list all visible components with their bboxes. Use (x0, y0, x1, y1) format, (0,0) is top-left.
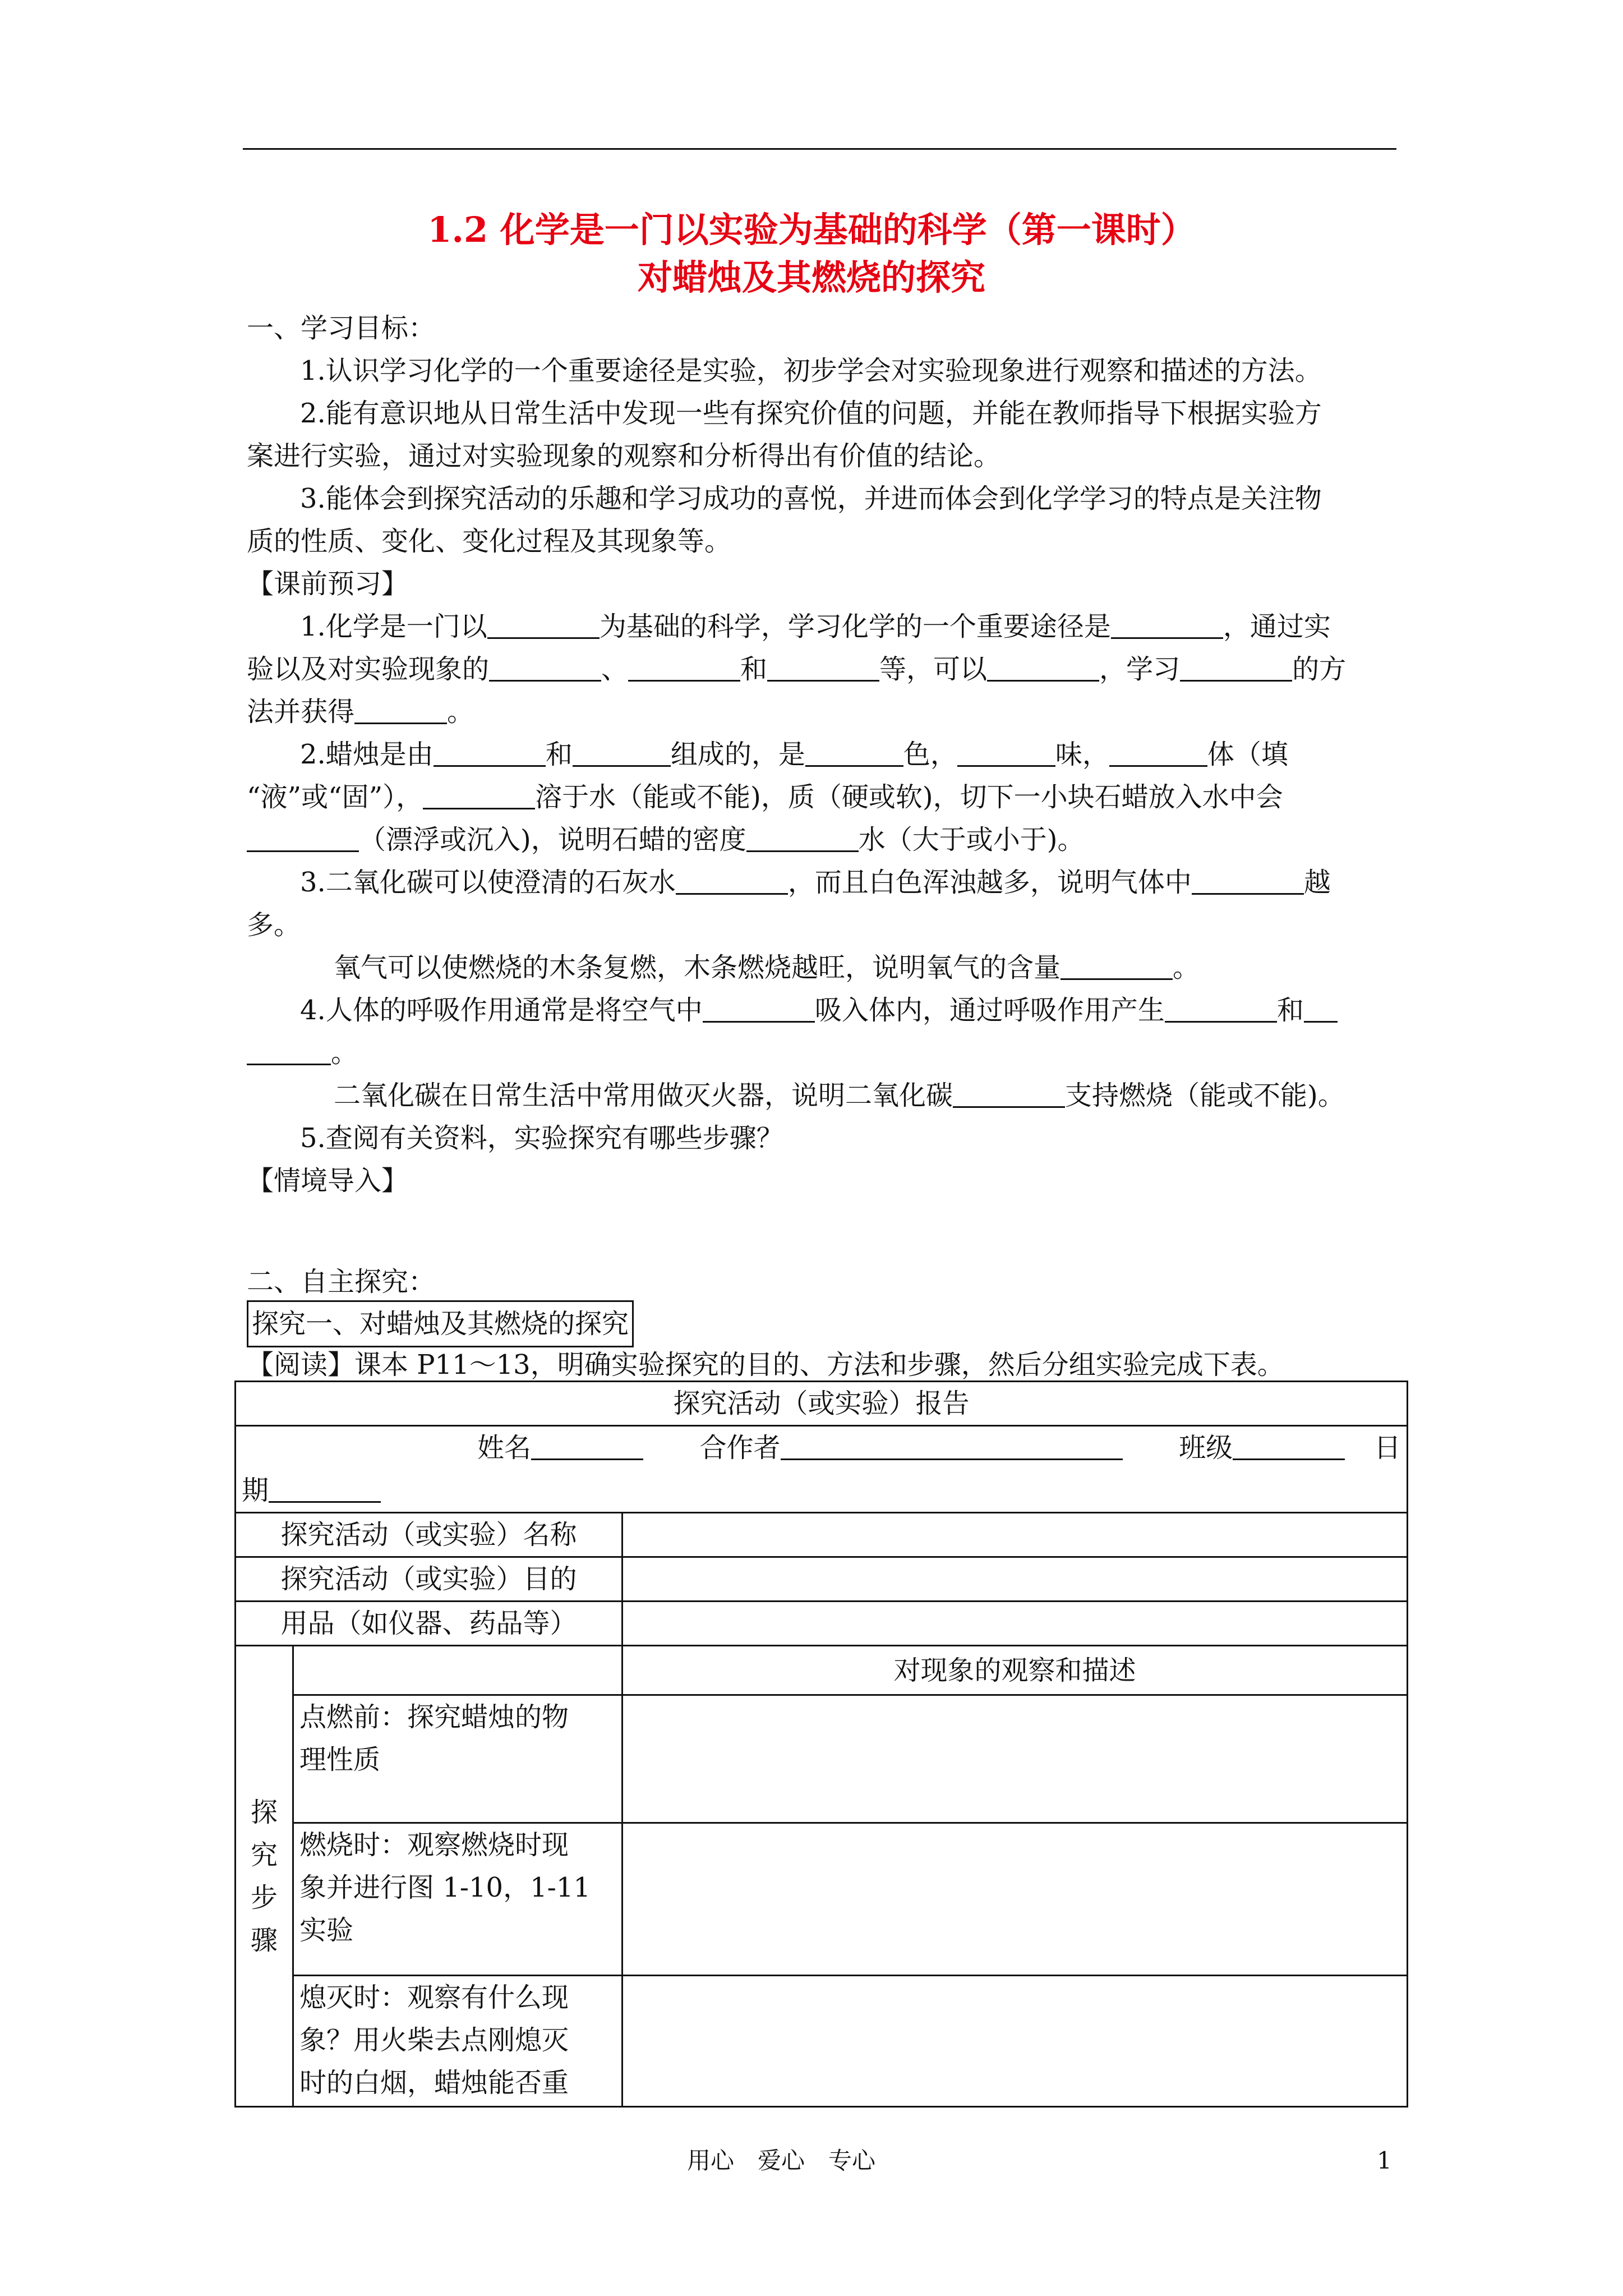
fill-blank[interactable] (746, 826, 859, 852)
row-value[interactable] (623, 1513, 1408, 1557)
class-field[interactable] (1233, 1434, 1345, 1460)
header-rule (243, 148, 1396, 150)
objective-line: 2.能有意识地从日常生活中发现一些有探究价值的问题，并能在教师指导下根据实验方 (300, 398, 1322, 429)
step-header-empty (293, 1646, 623, 1695)
page-title: 1.2 化学是一门以实验为基础的科学（第一课时） (427, 209, 1196, 250)
observe-header: 对现象的观察和描述 (623, 1646, 1408, 1695)
question-line: （漂浮或沉入)，说明石蜡的密度 水（大于或小于)。 (247, 818, 1391, 862)
question-line: 法并获得 。 (247, 696, 474, 728)
step-observation[interactable] (623, 1976, 1408, 2107)
question-line: 氧气可以使燃烧的木条复燃，木条燃烧越旺，说明氧气的含量 。 (334, 952, 1200, 983)
page-subtitle: 对蜡烛及其燃烧的探究 (637, 257, 985, 298)
row-label: 探究活动（或实验）名称 (236, 1513, 623, 1557)
fill-blank[interactable] (354, 698, 447, 724)
fill-blank[interactable] (1180, 655, 1292, 682)
step-observation[interactable] (623, 1695, 1408, 1823)
objective-line: 1.认识学习化学的一个重要途径是实验，初步学会对实验现象进行观察和描述的方法。 (300, 355, 1322, 386)
row-label: 用品（如仪器、药品等） (236, 1602, 623, 1646)
objective-line: 案进行实验，通过对实验现象的观察和分析得出有价值的结论。 (247, 440, 1001, 472)
question-line: 。 (247, 1031, 1391, 1075)
name-label: 姓名 (477, 1432, 532, 1464)
fill-blank[interactable] (1109, 740, 1207, 767)
page-number: 1 (1377, 2147, 1392, 2174)
question-line: 多。 (247, 909, 301, 941)
report-table (234, 1381, 1408, 2108)
fill-blank[interactable] (247, 826, 359, 852)
inquiry-box-title: 探究一、对蜡烛及其燃烧的探究 (247, 1300, 1391, 1347)
question-line: 1.化学是一门以 为基础的科学，学习化学的一个重要途径是 ，通过实 (300, 611, 1331, 642)
question-line: 二氧化碳在日常生活中常用做灭火器，说明二氧化碳 支持燃烧（能或不能)。 (334, 1080, 1345, 1111)
fill-blank[interactable] (957, 740, 1055, 767)
question-line: 5.查阅有关资料，实验探究有哪些步骤？ (300, 1122, 783, 1154)
question-line: 4.人体的呼吸作用通常是将空气中 吸入体内，通过呼吸作用产生 和 (300, 988, 1444, 1032)
fill-blank[interactable] (1165, 996, 1277, 1023)
objective-line: 3.能体会到探究活动的乐趣和学习成功的喜悦，并进而体会到化学学习的特点是关注物 (300, 483, 1322, 514)
fill-blank[interactable] (767, 655, 879, 682)
situation-heading: 【情境导入】 (247, 1165, 409, 1197)
fill-blank[interactable] (1304, 996, 1338, 1023)
step-description: 点燃前：探究蜡烛的物 理性质 (293, 1695, 623, 1823)
fill-blank[interactable] (987, 655, 1099, 682)
question-line: 3.二氧化碳可以使澄清的石灰水 ，而且白色浑浊越多，说明气体中 越 (300, 867, 1331, 898)
fill-blank[interactable] (573, 740, 671, 767)
step-description: 熄灭时：观察有什么现 象？用火柴去点刚熄灭 时的白烟，蜡烛能否重 (293, 1976, 623, 2107)
row-value[interactable] (623, 1557, 1408, 1602)
reading-instruction: 【阅读】课本 P11～13，明确实验探究的目的、方法和步骤，然后分组实验完成下表。 (247, 1349, 1284, 1381)
fill-blank[interactable] (676, 868, 788, 895)
fill-blank[interactable] (423, 783, 535, 809)
partner-label: 合作者 (699, 1432, 781, 1464)
fill-blank[interactable] (1111, 613, 1223, 639)
date-label: 日 (1373, 1432, 1401, 1464)
row-label: 探究活动（或实验）目的 (236, 1557, 623, 1602)
fill-blank[interactable] (805, 740, 903, 767)
step-observation[interactable] (623, 1823, 1408, 1976)
name-field[interactable] (531, 1434, 643, 1460)
fill-blank[interactable] (1192, 868, 1304, 895)
question-line: 2.蜡烛是由 和 组成的，是 色， 味， 体（填 (300, 739, 1288, 770)
fill-blank[interactable] (628, 655, 740, 682)
step-description: 燃烧时：观察燃烧时现 象并进行图 1-10，1-11 实验 (293, 1823, 623, 1976)
report-title: 探究活动（或实验）报告 (236, 1382, 1408, 1426)
class-label: 班级 (1179, 1432, 1233, 1464)
objective-line: 质的性质、变化、变化过程及其现象等。 (247, 526, 732, 557)
report-info-cell (236, 1426, 1408, 1513)
date-field[interactable] (269, 1476, 381, 1503)
date-label: 期 (242, 1475, 269, 1506)
fill-blank[interactable] (703, 996, 815, 1023)
preview-heading: 【课前预习】 (247, 568, 409, 600)
footer-motto: 用心 爱心 专心 (687, 2147, 876, 2174)
question-line: “液”或“固”）， 溶于水（能或不能)，质（硬或软)，切下一小块石蜡放入水中会 (247, 781, 1283, 813)
fill-blank[interactable] (487, 613, 600, 639)
fill-blank[interactable] (1061, 954, 1173, 980)
fill-blank[interactable] (434, 740, 546, 767)
fill-blank[interactable] (247, 1039, 331, 1065)
fill-blank[interactable] (489, 655, 601, 682)
row-value[interactable] (623, 1602, 1408, 1646)
inquiry-heading: 二、自主探究： (247, 1266, 436, 1297)
steps-label: 探 究 步 骤 (236, 1646, 293, 2107)
question-line: 验以及对实验现象的 、 和 等，可以 ，学习 的方 (247, 654, 1347, 685)
partner-field[interactable] (781, 1434, 1123, 1460)
fill-blank[interactable] (953, 1082, 1065, 1108)
objectives-heading: 一、学习目标： (247, 312, 436, 344)
